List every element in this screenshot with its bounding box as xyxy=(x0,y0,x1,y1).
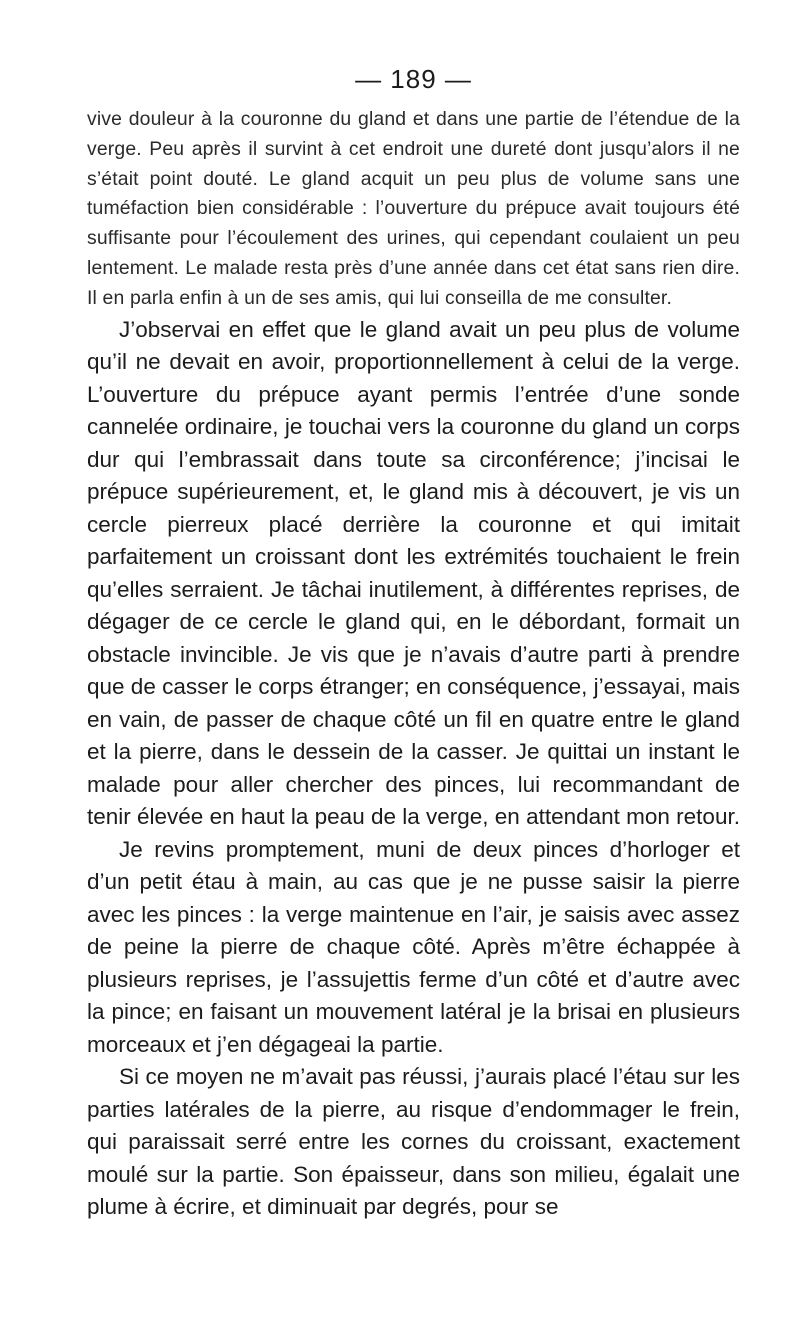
paragraph-continuation: vive douleur à la couronne du gland et dans une partie de l’étendue de la verge. Peu après il survint à cet endroit une dureté dont jusqu’alors il ne s’était point douté. Le gland acquit un peu plus de volume sans une tuméfaction bien considérable : l’ouverture du prépuce avait toujours été suffisante pour l’écoulement des urines, qui cependant coulaient un peu lentement. Le malade resta près d’une année dans cet état sans rien dire. Il en parla enfin à un de ses amis, qui lui conseilla de me consulter. xyxy=(87,108,740,309)
paragraph-observation: J’observai en effet que le gland avait un peu plus de volume qu’il ne devait en avoir, proportionnellement à celui de la verge. L’ouverture du prépuce ayant permis l’entrée d’une sonde cannelée ordinaire, je touchai vers la couronne du gland un corps dur qui l’embrassait dans toute sa circonférence; j’incisai le prépuce supérieurement, et, le gland mis à découvert, je vis un cercle pierreux placé derrière la couronne et qui imitait parfaitement un croissant dont les extrémités touchaient le frein qu’elles serraient. Je tâchai inutilement, à différentes reprises, de dégager de ce cercle le gland qui, en le débordant, formait un obstacle invincible. Je vis que je n’avais d’autre parti à prendre que de casser le corps étranger; en conséquence, j’essayai, mais en vain, de passer de chaque côté un fil en quatre entre le gland et la pierre, dans le dessein de la casser. Je quittai un instant le malade pour aller chercher des pinces, lui recommandant de tenir élevée en haut la peau de la verge, en attendant mon retour. xyxy=(87,316,740,830)
paragraph-alternative: Si ce moyen ne m’avait pas réussi, j’aurais placé l’étau sur les parties latérales de la pierre, au risque d’endommager le frein, qui paraissait serré entre les cornes du croissant, exactement moulé sur la partie. Son épaisseur, dans son milieu, égalait une plume à écrire, et diminuait par degrés, pour se xyxy=(87,1064,740,1220)
page-number-header: — 189 — xyxy=(355,64,472,94)
paragraph-extraction: Je revins promptement, muni de deux pinces d’horloger et d’un petit étau à main, au cas que je ne pusse saisir la pierre avec les pinces : la verge maintenue en l’air, je saisis avec assez de peine la pierre de chaque côté. Après m’être échappée à plusieurs reprises, je l’assujettis ferme d’un côté et d’autre avec la pince; en faisant un mouvement latéral je la brisai en plusieurs morceaux et j’en dégageai la partie. xyxy=(87,836,740,1057)
